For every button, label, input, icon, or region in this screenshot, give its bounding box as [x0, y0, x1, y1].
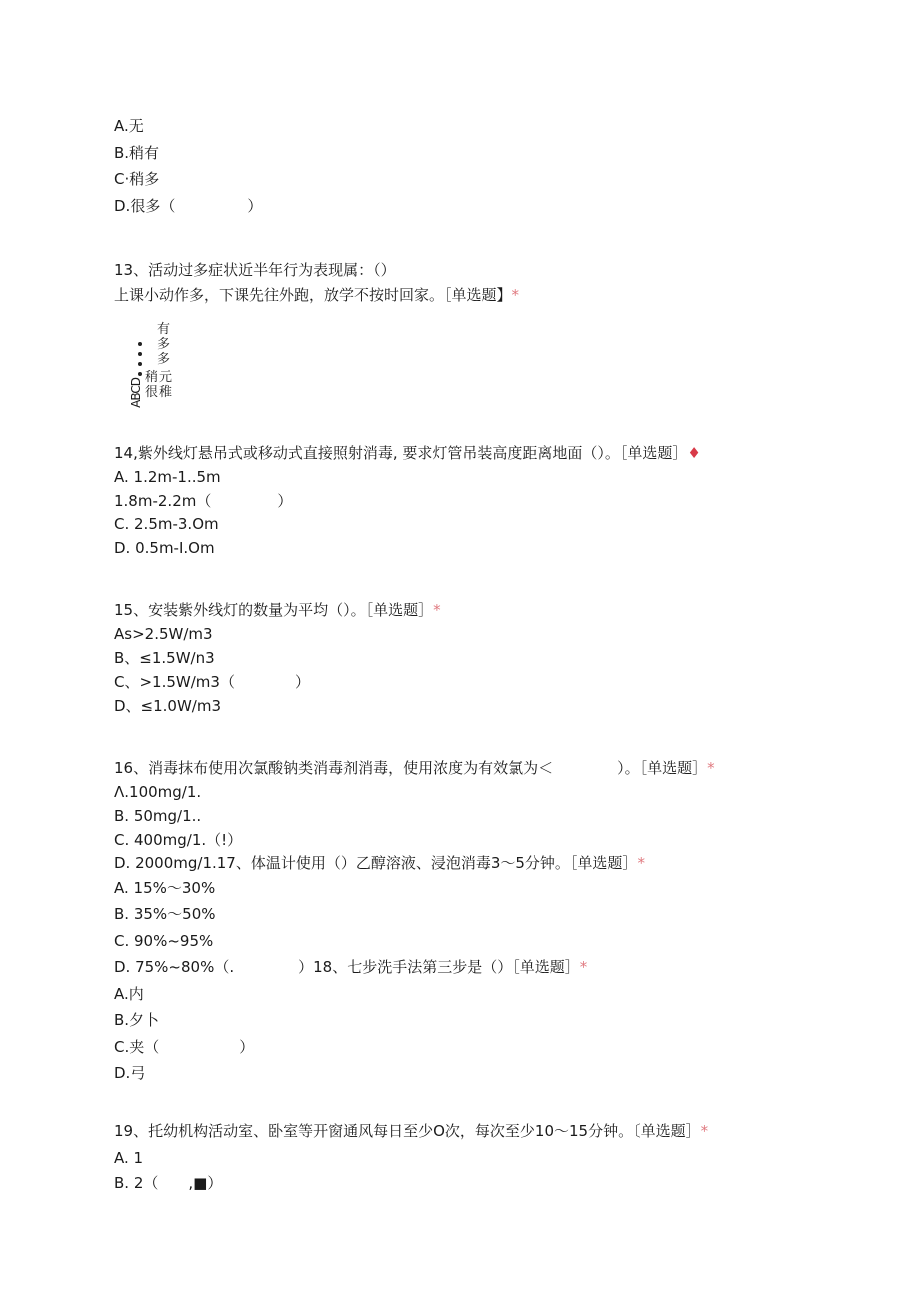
q12-option-c: C·稍多 — [114, 170, 160, 188]
q14-option-c: C. 2.5m-3.Om — [114, 515, 219, 533]
q14-title — [114, 443, 701, 463]
q18-option-c-text: C.夹（ — [114, 1038, 160, 1056]
required-star-icon: * — [433, 601, 441, 619]
q12-option-d-text: D.很多（ — [114, 197, 176, 215]
q14-option-b — [114, 491, 292, 511]
q15-title — [114, 600, 441, 620]
q14-option-d: D. 0.5m-I.Om — [114, 539, 215, 557]
required-diamond-icon: ♦ — [687, 444, 701, 462]
q18-option-c-close: ） — [239, 1038, 255, 1056]
q18-option-a: A.内 — [114, 985, 144, 1003]
q12-option-d — [114, 196, 262, 216]
q17-option-b: B. 35%〜50% — [114, 905, 216, 923]
q17-option-c: C. 90%~95% — [114, 932, 214, 950]
required-star-icon: * — [707, 759, 715, 777]
required-star-icon: * — [637, 854, 645, 872]
q15-option-b: B、≤1.5W∕n3 — [114, 649, 215, 667]
q13-vchar: 多 — [157, 337, 171, 352]
q12-option-d-close: ） — [247, 197, 263, 215]
q18-title-text: ）18、七步洗手法第三步是（）［单选题］ — [298, 958, 580, 976]
bullet-dot-icon — [138, 352, 142, 356]
q16-option-d-text: D. 2000mg/1.17、体温计使用（）乙醇溶液、浸泡消毒3〜5分钟。［单选题］ — [114, 854, 638, 872]
q16-title-text: 16、消毒抹布使用次氯酸钠类消毒剂消毒，使用浓度为有效氯为＜ — [114, 759, 554, 777]
q13-vchar: 稍 — [145, 370, 159, 385]
q13-vchar: 很 — [145, 385, 159, 400]
q14-option-b-close: ） — [277, 492, 293, 510]
q16-title — [114, 758, 715, 778]
q15-option-c-text: C、>1.5W∕m3（ — [114, 673, 235, 691]
q13-garbled-options — [129, 322, 175, 408]
q13-description — [114, 285, 519, 305]
q16-option-d-q17-title — [114, 853, 645, 873]
q13-vchar: 元 — [159, 370, 173, 385]
bullet-dot-icon — [138, 372, 142, 376]
q13-vchar: 稚 — [159, 385, 173, 400]
q19-option-a: A. 1 — [114, 1149, 144, 1167]
q14-option-a: A. 1.2m-1..5m — [114, 468, 221, 486]
q13-title: 13、活动过多症状近半年行为表现属：（） — [114, 261, 396, 279]
q14-option-b-text: 1.8m-2.2m（ — [114, 492, 212, 510]
q12-option-a: A.无 — [114, 117, 144, 135]
bullet-dot-icon — [138, 362, 142, 366]
q19-option-b-text: B. 2（ — [114, 1174, 159, 1192]
q17-option-d-text: D. 75%~80%（. — [114, 958, 235, 976]
q16-title-end: ）。［单选题］ — [617, 759, 708, 777]
required-star-icon: * — [700, 1122, 709, 1140]
q18-option-d: D.弓 — [114, 1064, 146, 1082]
q12-option-b: B.稍有 — [114, 144, 160, 162]
q13-vertical-letters: ABCD — [129, 378, 143, 408]
q19-option-b-close: ,■） — [188, 1174, 223, 1192]
q15-option-c — [114, 672, 310, 692]
q19-option-b — [114, 1173, 222, 1193]
bullet-dot-icon — [138, 342, 142, 346]
q13-vchar: 有 — [157, 322, 171, 337]
q18-option-b: B.夕卜 — [114, 1011, 160, 1029]
q14-title-text: 14,紫外线灯悬吊式或移动式直接照射消毒, 要求灯管吊装高度距离地面（）。［单选题］ — [114, 444, 688, 462]
q19-title-text: 19、托幼机构活动室、卧室等开窗通风每日至少O次，每次至少10〜15分钟。〔单选题］ — [114, 1122, 701, 1140]
q13-vchar: 多 — [157, 352, 171, 367]
required-star-icon: * — [579, 958, 588, 976]
q15-title-text: 15、安装紫外线灯的数量为平均（）。［单选题］ — [114, 601, 434, 619]
q18-option-c — [114, 1037, 254, 1057]
q15-option-a: As>2.5W∕m3 — [114, 625, 213, 643]
q15-option-c-close: ） — [294, 673, 310, 691]
q16-option-c: C. 400mg∕1.（!） — [114, 831, 243, 849]
required-star-icon: * — [511, 286, 520, 304]
q16-option-b: B. 50mg∕1.. — [114, 807, 202, 825]
q19-title — [114, 1121, 708, 1141]
q16-option-a: Λ.100mg/1. — [114, 783, 202, 801]
q17-option-a: A. 15%〜30% — [114, 879, 216, 897]
q17-option-d-q18-title — [114, 957, 587, 977]
q13-desc-text: 上课小动作多，下课先往外跑，放学不按时回家。［单选题】 — [114, 286, 512, 304]
q15-option-d: D、≤1.0W∕m3 — [114, 697, 222, 715]
